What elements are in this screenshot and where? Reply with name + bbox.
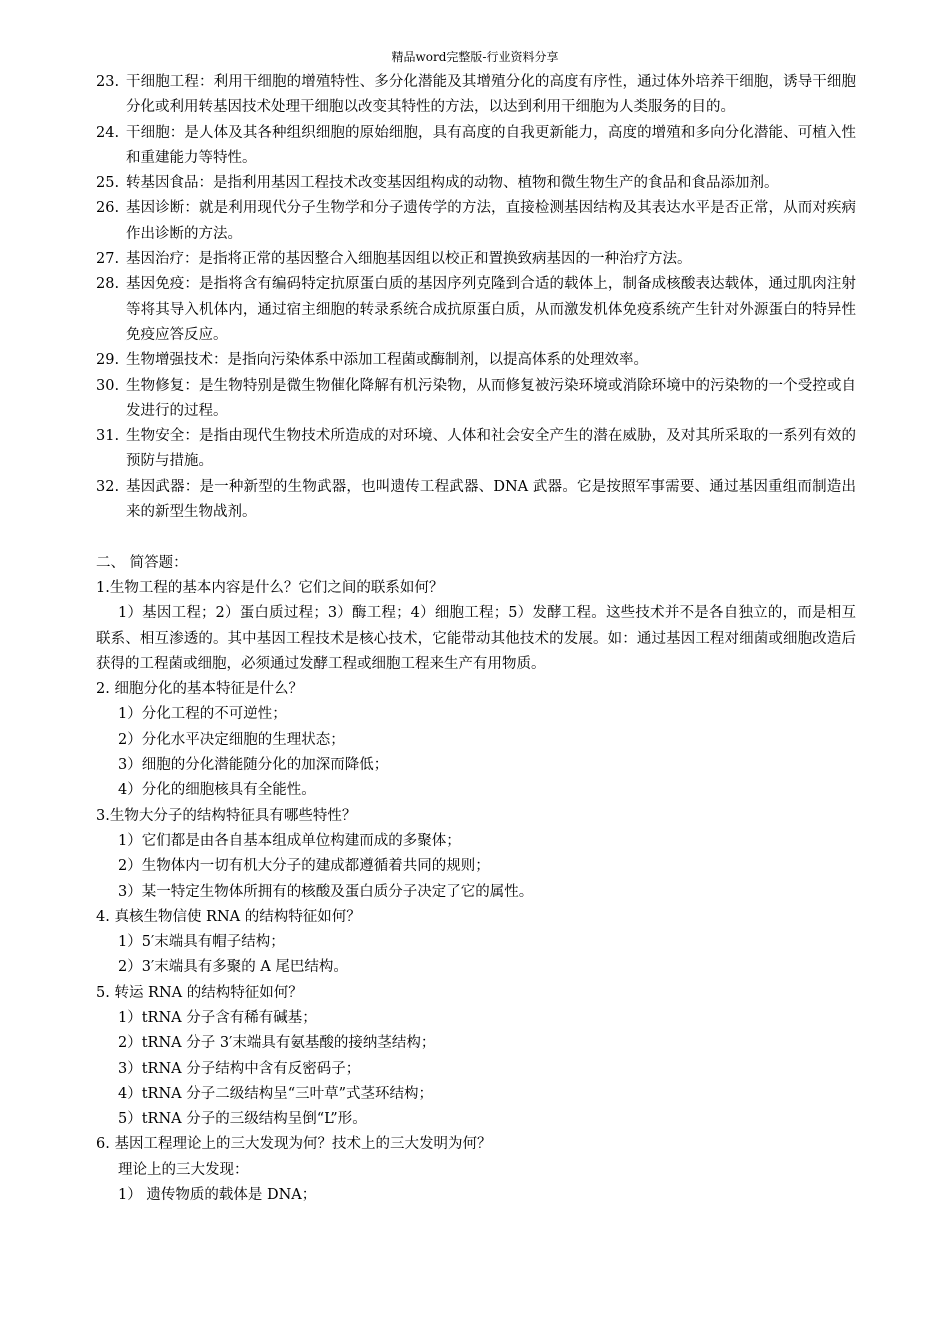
- section-heading: 二、 简答题：: [96, 554, 188, 571]
- question-5: 5. 转运 RNA 的结构特征如何？: [96, 984, 303, 1001]
- item-number: 28.: [96, 276, 120, 293]
- definition-text: 基因免疫：是指将含有编码特定抗原蛋白质的基因序列克隆到合适的载体上，制备成核酸表达载体，通过肌肉注射等将其导入机体内，通过宿主细胞的转录系统合成抗原蛋白质，从而激发机体免疫系统产生针对外源蛋白的特异性免疫应答反应。: [126, 276, 856, 343]
- definition-list: [96, 70, 856, 525]
- definition-text: 生物增强技术：是指向污染体系中添加工程菌或酶制剂，以提高体系的处理效率。: [126, 352, 648, 369]
- definition-text: 基因治疗：是指将正常的基因整合入细胞基因组以校正和置换致病基因的一种治疗方法。: [126, 251, 692, 268]
- item-number: 25.: [96, 175, 120, 192]
- definition-item: [96, 272, 856, 348]
- definition-item: [96, 475, 856, 526]
- definition-text: 生物修复：是生物特别是微生物催化降解有机污染物，从而修复被污染环境或消除环境中的污染物的一个受控或自发进行的过程。: [126, 377, 856, 419]
- page-header: 精品word完整版-行业资料分享: [391, 50, 559, 64]
- item-number: 24.: [96, 124, 120, 141]
- answer-item: 5）tRNA 分子的三级结构呈倒“L”形。: [118, 1111, 367, 1128]
- definition-item: [96, 171, 856, 196]
- item-number: 31.: [96, 428, 120, 445]
- answer-item: 1）它们都是由各自基本组成单位构建而成的多聚体；: [118, 832, 461, 849]
- definition-item: [96, 121, 856, 172]
- answer-item: 1）5′末端具有帽子结构；: [118, 934, 285, 951]
- definition-text: 干细胞工程：利用干细胞的增殖特性、多分化潜能及其增殖分化的高度有序性，通过体外培养干细胞，诱导干细胞分化或利用转基因技术处理干细胞以改变其特性的方法，以达到利用干细胞为人类服务的目的。: [126, 74, 856, 116]
- question-2: 2. 细胞分化的基本特征是什么？: [96, 681, 303, 698]
- section-spacer: [96, 525, 856, 550]
- definition-item: [96, 70, 856, 121]
- answer-item: 3）tRNA 分子结构中含有反密码子；: [118, 1060, 361, 1077]
- answer-1: 1）基因工程；2）蛋白质过程；3）酶工程；4）细胞工程；5）发酵工程。这些技术并不是各自独立的，而是相互联系、相互渗透的。其中基因工程技术是核心技术，它能带动其他技术的发展。如：通过基因工程对细菌或细胞改造后获得的工程菌或细胞，必须通过发酵工程或细胞工程来生产有用物质。: [96, 605, 856, 672]
- answer-item: 2）tRNA 分子 3′末端具有氨基酸的接纳茎结构；: [118, 1035, 436, 1052]
- definition-text: 基因武器：是一种新型的生物武器，也叫遗传工程武器、DNA 武器。它是按照军事需要、通过基因重组而制造出来的新型生物战剂。: [126, 478, 856, 521]
- answer-item: 1）分化工程的不可逆性；: [118, 706, 287, 723]
- item-number: 29.: [96, 352, 120, 369]
- question-4: 4. 真核生物信使 RNA 的结构特征如何？: [96, 908, 361, 925]
- definition-item: [96, 247, 856, 272]
- answer-2-list: [96, 702, 856, 803]
- answer-3-list: [96, 829, 856, 905]
- document-body: [96, 70, 856, 1208]
- definition-text: 生物安全：是指由现代生物技术所造成的对环境、人体和社会安全产生的潜在威胁，及对其所采取的一系列有效的预防与措施。: [126, 428, 856, 470]
- answer-item: 2）生物体内一切有机大分子的建成都遵循着共同的规则；: [118, 858, 490, 875]
- answer-item: 1）tRNA 分子含有稀有碱基；: [118, 1009, 317, 1026]
- answer-6-list: [96, 1183, 856, 1208]
- answer-item: 3）某一特定生物体所拥有的核酸及蛋白质分子决定了它的属性。: [118, 883, 534, 900]
- definition-item: [96, 374, 856, 425]
- item-number: 30.: [96, 377, 120, 394]
- definition-item: [96, 348, 856, 373]
- answer-item: 2）分化水平决定细胞的生理状态；: [118, 731, 345, 748]
- item-number: 32.: [96, 478, 120, 495]
- answer-6-subheading: 理论上的三大发现：: [118, 1161, 249, 1178]
- answer-item: 3）细胞的分化潜能随分化的加深而降低；: [118, 757, 389, 774]
- question-3: 3.生物大分子的结构特征具有哪些特性？: [96, 807, 357, 824]
- item-number: 27.: [96, 251, 120, 268]
- definition-text: 转基因食品：是指利用基因工程技术改变基因组构成的动物、植物和微生物生产的食品和食品添加剂。: [126, 175, 779, 192]
- definition-text: 干细胞：是人体及其各种组织细胞的原始细胞，具有高度的自我更新能力，高度的增殖和多向分化潜能、可植入性和重建能力等特性。: [126, 124, 856, 166]
- definition-text: 基因诊断：就是利用现代分子生物学和分子遗传学的方法，直接检测基因结构及其表达水平是否正常，从而对疾病作出诊断的方法。: [126, 200, 856, 242]
- item-number: 26.: [96, 200, 120, 217]
- answer-item: 2）3′末端具有多聚的 A 尾巴结构。: [118, 959, 348, 976]
- answer-item: 4）分化的细胞核具有全能性。: [118, 782, 316, 799]
- item-number: 23.: [96, 74, 120, 90]
- answer-item: 4）tRNA 分子二级结构呈“三叶草”式茎环结构；: [118, 1085, 434, 1102]
- answer-4-list: [96, 930, 856, 981]
- answer-5-list: [96, 1006, 856, 1132]
- answer-item: 1） 遗传物质的载体是 DNA；: [118, 1187, 317, 1204]
- definition-item: [96, 196, 856, 247]
- question-1: 1.生物工程的基本内容是什么？它们之间的联系如何？: [96, 579, 444, 596]
- definition-item: [96, 424, 856, 475]
- question-6: 6. 基因工程理论上的三大发现为何？技术上的三大发明为何？: [96, 1136, 492, 1153]
